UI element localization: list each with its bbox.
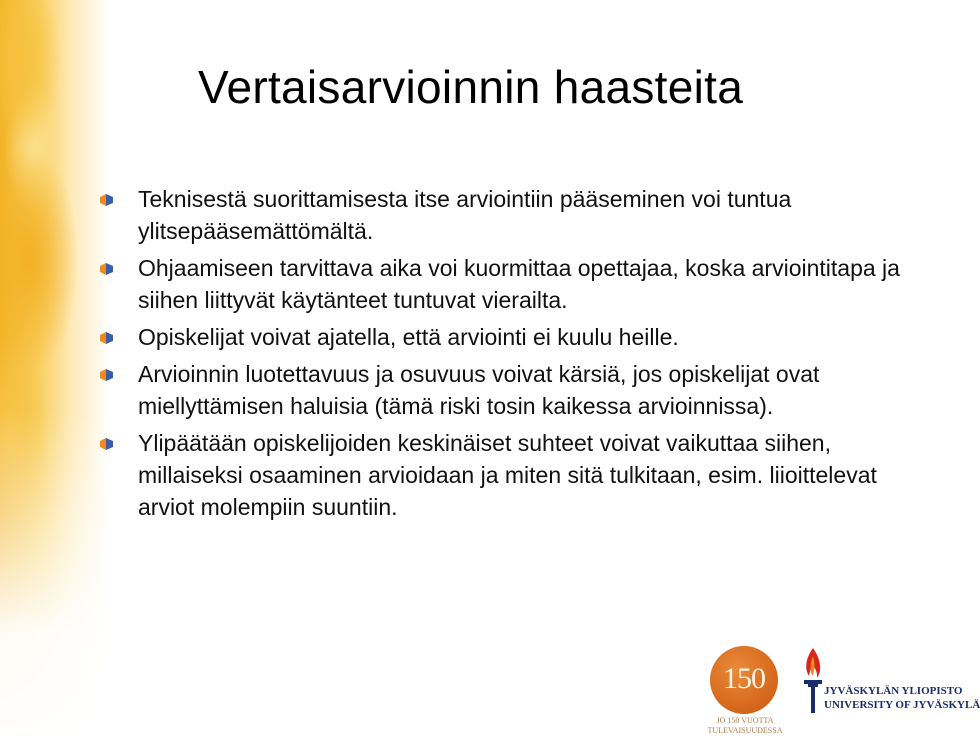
autumn-leaf-decoration — [0, 0, 110, 744]
bullet-item — [100, 321, 920, 353]
anniversary-logo — [710, 646, 778, 714]
cube-bullet-icon — [100, 368, 113, 382]
university-name-fi: JYVÄSKYLÄN YLIOPISTO — [824, 685, 963, 697]
bullet-item — [100, 183, 920, 247]
bullet-text: Ohjaamiseen tarvittava aika voi kuormittaa opettajaa, koska arviointitapa ja siihen liittyvät käytänteet tuntuvat vierailta. — [138, 255, 900, 313]
cube-bullet-icon — [100, 437, 113, 451]
bullet-list — [100, 183, 920, 528]
anniversary-caption — [700, 716, 790, 736]
anniversary-number: 150 — [723, 662, 765, 695]
slide-title: Vertaisarvioinnin haasteita — [198, 61, 744, 113]
logo-area — [700, 640, 980, 744]
bullet-item — [100, 358, 920, 422]
bullet-text: Opiskelijat voivat ajatella, että arviointi ei kuulu heille. — [138, 324, 679, 350]
university-name-en: UNIVERSITY OF JYVÄSKYLÄ — [824, 699, 980, 711]
bullet-item — [100, 427, 920, 523]
anniversary-caption-line2: TULEVAISUUDESSA — [707, 726, 783, 735]
cube-bullet-icon — [100, 262, 113, 276]
bullet-text: Arvioinnin luotettavuus ja osuvuus voivat kärsiä, jos opiskelijat ovat miellyttämisen haluisia (tämä riski tosin kaikessa arvioinnissa). — [138, 361, 820, 419]
bullet-item — [100, 252, 920, 316]
cube-bullet-icon — [100, 193, 113, 207]
bullet-text: Teknisestä suorittamisesta itse arviointiin pääseminen voi tuntua ylitsepääsemättömältä. — [138, 186, 792, 244]
torch-flame-icon — [800, 646, 826, 716]
cube-bullet-icon — [100, 331, 113, 345]
bullet-text: Ylipäätään opiskelijoiden keskinäiset suhteet voivat vaikuttaa siihen, millaiseksi osaaminen arvioidaan ja miten sitä tulkitaan, esim. liioittelevat arviot molempiin suuntiin. — [138, 430, 877, 520]
university-name — [824, 684, 980, 712]
anniversary-caption-line1: JO 150 VUOTTA — [716, 716, 774, 725]
